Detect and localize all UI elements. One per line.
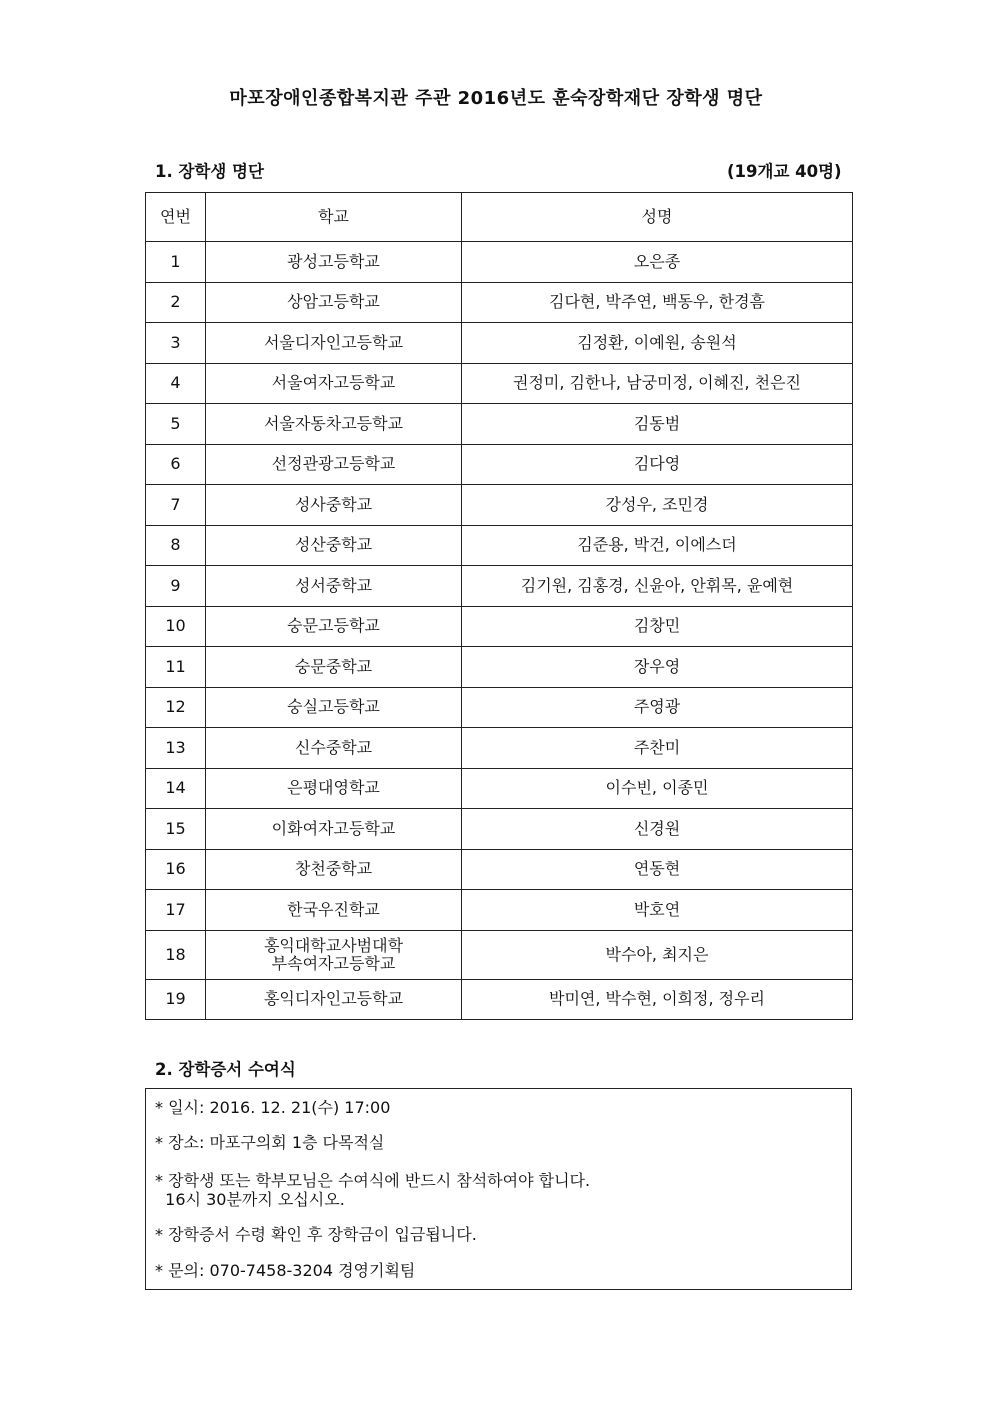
cell-names: 오은종 — [462, 242, 853, 283]
cell-names: 박수아, 최지은 — [462, 930, 853, 979]
cell-number: 6 — [146, 444, 206, 485]
scholarship-table — [145, 192, 853, 1020]
cell-number: 7 — [146, 485, 206, 526]
note-location: * 장소: 마포구의회 1층 다목적실 — [155, 1133, 385, 1152]
cell-names: 김정환, 이예원, 송원석 — [462, 323, 853, 364]
cell-names: 김준용, 박건, 이에스더 — [462, 525, 853, 566]
recipient-count: (19개교 40명) — [727, 162, 842, 181]
cell-number: 10 — [146, 606, 206, 647]
cell-number: 12 — [146, 687, 206, 728]
cell-school: 신수중학교 — [206, 728, 462, 769]
table-row — [146, 890, 853, 931]
table-row — [146, 363, 853, 404]
cell-number: 13 — [146, 728, 206, 769]
table-row — [146, 979, 853, 1020]
cell-number: 4 — [146, 363, 206, 404]
table-row — [146, 606, 853, 647]
cell-school: 광성고등학교 — [206, 242, 462, 283]
table-body — [146, 242, 853, 1020]
header-number: 연번 — [146, 193, 206, 242]
cell-number: 8 — [146, 525, 206, 566]
cell-number: 1 — [146, 242, 206, 283]
table-row — [146, 525, 853, 566]
cell-number: 17 — [146, 890, 206, 931]
cell-names: 박호연 — [462, 890, 853, 931]
cell-school: 성서중학교 — [206, 566, 462, 607]
cell-names: 김다현, 박주연, 백동우, 한경흠 — [462, 282, 853, 323]
table-row — [146, 242, 853, 283]
table-header-row — [146, 193, 853, 242]
cell-number: 19 — [146, 979, 206, 1020]
cell-school: 창천중학교 — [206, 849, 462, 890]
cell-number: 2 — [146, 282, 206, 323]
table-row — [146, 768, 853, 809]
cell-names: 김창민 — [462, 606, 853, 647]
cell-number: 9 — [146, 566, 206, 607]
cell-school: 홍익디자인고등학교 — [206, 979, 462, 1020]
cell-names: 장우영 — [462, 647, 853, 688]
note-date: * 일시: 2016. 12. 21(수) 17:00 — [155, 1098, 391, 1117]
cell-number: 14 — [146, 768, 206, 809]
table-row — [146, 444, 853, 485]
section-2-heading: 2. 장학증서 수여식 — [155, 1060, 296, 1079]
table-row — [146, 647, 853, 688]
cell-number: 3 — [146, 323, 206, 364]
table-row — [146, 849, 853, 890]
header-names: 성명 — [462, 193, 853, 242]
cell-names: 김동범 — [462, 404, 853, 445]
cell-school: 상암고등학교 — [206, 282, 462, 323]
cell-names: 권정미, 김한나, 남궁미정, 이혜진, 천은진 — [462, 363, 853, 404]
section-1-heading: 1. 장학생 명단 — [155, 162, 264, 181]
note-payment: * 장학증서 수령 확인 후 장학금이 입금됩니다. — [155, 1225, 477, 1244]
document-title: 마포장애인종합복지관 주관 2016년도 훈숙장학재단 장학생 명단 — [229, 88, 763, 109]
cell-names: 주찬미 — [462, 728, 853, 769]
cell-school: 숭문고등학교 — [206, 606, 462, 647]
cell-names: 강성우, 조민경 — [462, 485, 853, 526]
table-row — [146, 728, 853, 769]
cell-number: 5 — [146, 404, 206, 445]
cell-names: 연동현 — [462, 849, 853, 890]
table-row — [146, 485, 853, 526]
ceremony-info-box — [145, 1088, 852, 1290]
table-row — [146, 809, 853, 850]
cell-school: 이화여자고등학교 — [206, 809, 462, 850]
table-row — [146, 930, 853, 979]
cell-number: 18 — [146, 930, 206, 979]
cell-school: 홍익대학교사범대학 부속여자고등학교 — [206, 930, 462, 979]
table-row — [146, 404, 853, 445]
note-contact: * 문의: 070-7458-3204 경영기획팀 — [155, 1261, 416, 1280]
cell-school: 서울여자고등학교 — [206, 363, 462, 404]
cell-number: 15 — [146, 809, 206, 850]
cell-school: 한국우진학교 — [206, 890, 462, 931]
cell-school: 서울자동차고등학교 — [206, 404, 462, 445]
cell-school: 성사중학교 — [206, 485, 462, 526]
cell-names: 박미연, 박수현, 이희정, 정우리 — [462, 979, 853, 1020]
note-attendance: * 장학생 또는 학부모님은 수여식에 반드시 참석하여야 합니다. 16시 30분까지 오십시오. — [155, 1171, 591, 1209]
cell-number: 11 — [146, 647, 206, 688]
table-row — [146, 687, 853, 728]
cell-school: 숭문중학교 — [206, 647, 462, 688]
cell-names: 신경원 — [462, 809, 853, 850]
cell-names: 이수빈, 이종민 — [462, 768, 853, 809]
cell-school: 은평대영학교 — [206, 768, 462, 809]
cell-school: 선정관광고등학교 — [206, 444, 462, 485]
cell-school: 서울디자인고등학교 — [206, 323, 462, 364]
table-row — [146, 323, 853, 364]
cell-number: 16 — [146, 849, 206, 890]
cell-school: 성산중학교 — [206, 525, 462, 566]
table-row — [146, 282, 853, 323]
header-school: 학교 — [206, 193, 462, 242]
cell-school: 숭실고등학교 — [206, 687, 462, 728]
cell-names: 주영광 — [462, 687, 853, 728]
cell-names: 김기원, 김홍경, 신윤아, 안휘목, 윤예현 — [462, 566, 853, 607]
table-row — [146, 566, 853, 607]
cell-names: 김다영 — [462, 444, 853, 485]
